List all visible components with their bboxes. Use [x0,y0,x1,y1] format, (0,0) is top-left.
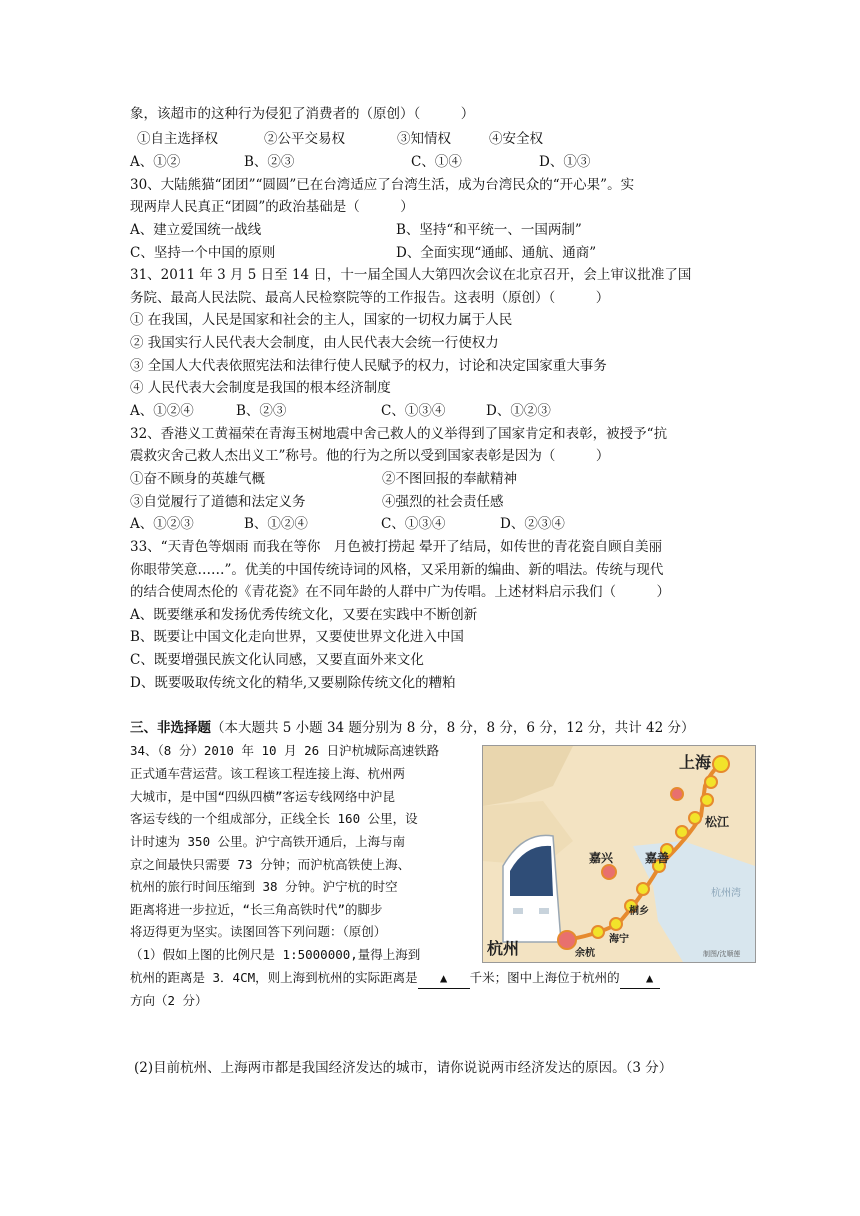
q29-statement-3: ③知情权 [397,131,451,147]
q30-option-b: B、坚持“和平统一、一国两制” [396,222,582,238]
q34-sub1-text-a: 杭州的距离是 3．4CM，则上海到杭州的实际距离是 [130,970,418,985]
q34-sub1-line2 [130,968,660,989]
q34-text-line2: 正式通车营运营。该工程该工程连接上海、杭州两 [130,766,406,781]
q34-sub1-line1: （1）假如上图的比例尺是 1:5000000,量得上海到 [130,947,421,962]
q34-sub2: (2)目前杭州、上海两市都是我国经济发达的城市，请你说说两市经济发达的原因。（3 分） [134,1060,673,1076]
q33-option-c: C、既要增强民族文化认同感，又要直面外来文化 [130,652,424,668]
q32-statement-2: ②不图回报的奉献精神 [382,471,517,487]
q31-option-c: C、①③④ [381,403,446,419]
q32-option-b: B、①②④ [244,516,308,532]
map-label-shanghai: 上海 [679,753,712,772]
map-label-bay: 杭州湾 [711,888,741,899]
map-label-jiaxing: 嘉兴 [589,851,614,865]
section-3-title: 三、非选择题 [130,720,211,736]
q32-statement-3: ③自觉履行了道德和法定义务 [130,494,306,510]
q31-option-b: B、②③ [236,403,287,419]
q34-text-line6: 京之间最快只需要 73 分钟；而沪杭高铁使上海、 [130,857,411,872]
q30-stem-line1: 30、大陆熊猫“团团”“圆圆”已在台湾适应了台湾生活，成为台湾民众的“开心果”。实 [130,177,635,193]
q34-text-line1: 34、（8 分）2010 年 10 月 26 日沪杭城际高速铁路 [130,743,440,758]
q33-stem-line2: 你眼带笑意……”。优美的中国传统诗词的风格，又采用新的编曲、新的唱法。传统与现代 [130,562,664,578]
map-label-hangzhou: 杭州 [487,939,520,958]
q30-option-c: C、坚持一个中国的原则 [130,245,276,261]
q29-stem-tail: 象，该超市的这种行为侵犯了消费者的（原创）（ ） [130,106,475,122]
q31-option-d: D、①②③ [486,403,551,419]
q34-sub1-text-b: 千米；图中上海位于杭州的 [469,970,620,985]
q32-option-d: D、②③④ [500,516,565,532]
map-label-tongxiang: 桐乡 [629,906,649,917]
section-3-description: （本大题共 5 小题 34 题分别为 8 分，8 分，8 分，6 分，12 分，共计 42 分） [211,720,695,736]
map-label-haining: 海宁 [609,934,629,945]
hu-hang-railway-map [482,745,756,963]
q29-option-b: B、②③ [244,154,295,170]
q31-statement-3: ③ 全国人大代表依照宪法和法律行使人民赋予的权力，讨论和决定国家重大事务 [130,358,607,374]
q29-option-d: D、①③ [539,154,591,170]
q31-stem-line1: 31、2011 年 3 月 5 日至 14 日，十一届全国人大第四次会议在北京召开，会上审议批准了国 [130,267,692,283]
q31-statement-1: ① 在我国，人民是国家和社会的主人，国家的一切权力属于人民 [130,312,513,328]
q32-statement-1: ①奋不顾身的英雄气概 [130,471,265,487]
q33-option-a: A、既要继承和发扬优秀传统文化，又要在实践中不断创新 [130,607,478,623]
q29-option-a: A、①② [130,154,181,170]
q33-option-d: D、既要吸取传统文化的精华,又要剔除传统文化的糟粕 [130,675,456,691]
q31-statement-4: ④ 人民代表大会制度是我国的根本经济制度 [130,380,391,396]
q31-option-a: A、①②④ [130,403,194,419]
map-label-yuhang: 余杭 [575,948,595,959]
q33-stem-line1: 33、“天青色等烟雨 而我在等你 月色被打捞起 晕开了结局，如传世的青花瓷自顾自美丽 [130,539,663,555]
q29-option-c: C、①④ [411,154,462,170]
answer-blank-distance[interactable] [418,968,470,989]
q29-statement-4: ④安全权 [489,131,543,147]
map-credit: 制图/沈顺莲 [703,950,741,958]
q34-text-line7: 杭州的旅行时间压缩到 38 分钟。沪宁杭的时空 [130,879,398,894]
map-label-songjiang: 松江 [705,815,730,829]
blank-marker: ▲ [646,971,654,985]
blank-marker: ▲ [440,971,448,985]
q34-text-line9: 将迈得更为坚实。读图回答下列问题：（原创） [130,924,387,939]
q30-stem-line2: 现两岸人民真正“团圆”的政治基础是（ ） [130,199,414,215]
q32-option-c: C、①③④ [381,516,446,532]
q29-statement-1: ①自主选择权 [137,131,218,147]
q32-stem-line2: 震救灾舍己救人杰出义工”称号。他的行为之所以受到国家表彰是因为（ ） [130,448,610,464]
q34-text-line3: 大城市，是中国“四纵四横”客运专线网络中沪昆 [130,789,396,804]
q34-text-line4: 客运专线的一个组成部分，正线全长 160 公里，设 [130,811,418,826]
map-graphic [483,746,755,962]
section-3-heading [130,718,694,738]
map-label-jiashan: 嘉善 [645,851,670,865]
q32-option-a: A、①②③ [130,516,194,532]
answer-blank-direction[interactable] [620,968,660,989]
q30-option-a: A、建立爱国统一战线 [130,222,262,238]
q33-option-b: B、既要让中国文化走向世界，又要使世界文化进入中国 [130,629,464,645]
q29-statement-2: ②公平交易权 [264,131,345,147]
q34-sub1-line3: 方向（2 分） [130,993,208,1008]
q31-stem-line2: 务院、最高人民法院、最高人民检察院等的工作报告。这表明（原创）（ ） [130,290,610,306]
q30-option-d: D、全面实现“通邮、通航、通商” [396,245,597,261]
q32-statement-4: ④强烈的社会责任感 [382,494,504,510]
q34-text-line8: 距离将进一步拉近，“长三角高铁时代”的脚步 [130,902,383,917]
q32-stem-line1: 32、香港义工黄福荣在青海玉树地震中舍己救人的义举得到了国家肯定和表彰，被授予“抗 [130,426,668,442]
q33-stem-line3: 的结合使周杰伦的《青花瓷》在不同年龄的人群中广为传唱。上述材料启示我们（ ） [130,584,670,600]
q31-statement-2: ② 我国实行人民代表大会制度，由人民代表大会统一行使权力 [130,335,499,351]
q34-text-line5: 计时速为 350 公里。沪宁高铁开通后，上海与南 [130,834,406,849]
